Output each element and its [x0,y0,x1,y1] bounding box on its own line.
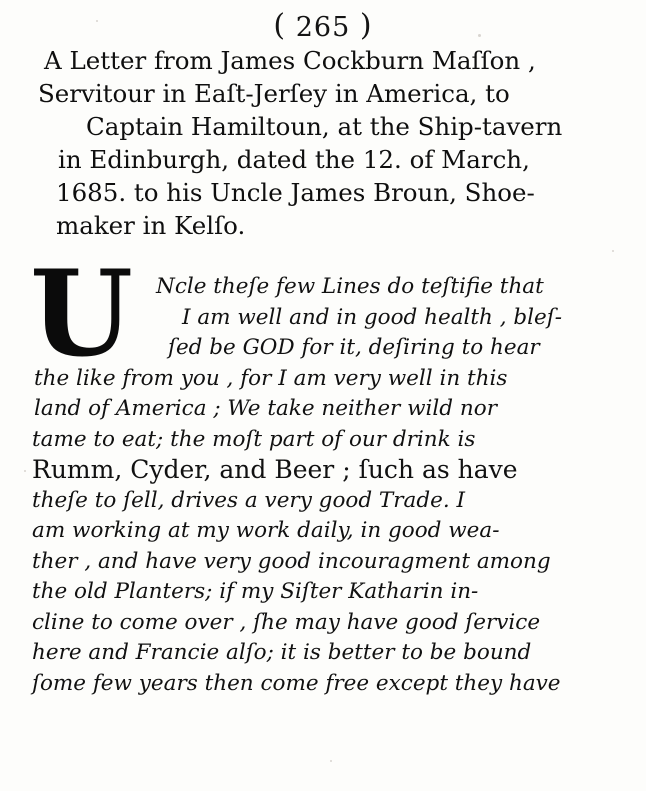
scan-speck [24,470,26,472]
body-line: Ncle theſe few Lines do teſtifie that [156,274,544,299]
body-line: tame to eat; the moſt part of our drink is [32,426,476,452]
body-line: land of America ; We take neither wild nor [34,396,497,421]
heading-line: A Letter from James Cockburn Maſſon , [44,46,536,75]
page-number-left-paren: ( [273,8,287,43]
body-line: ſed be GOD for it, deſiring to hear [168,335,540,360]
body-line: ther , and have very good incouragment among [32,548,551,574]
body-line: cline to come over , ſhe may have good ſervice [32,609,541,635]
heading-line: 1685. to his Uncle James Broun, Shoe- [56,178,535,207]
heading-line: maker in Kelſo. [56,211,246,240]
scan-speck [612,250,614,252]
heading-line: in Edinburgh, dated the 12. of March, [58,145,530,174]
body-line: I am well and in good health , bleſ- [182,304,562,330]
body-line: ſome few years then come free except they have [32,670,561,696]
letter-body [30,272,630,699]
scan-speck [330,760,332,762]
body-line: the like from you , for I am very well in this [34,365,508,391]
body-line: the old Planters; if my Siſter Katharin in- [32,579,479,604]
body-line: here and Francie alſo; it is better to be bound [32,640,532,665]
page-number [0,8,646,43]
drop-cap: U [30,244,131,383]
heading-line: Captain Hamiltoun, at the Ship-tavern [86,112,563,141]
heading-line: Servitour in Eaſt-Jerſey in America, to [38,79,510,108]
body-line: theſe to ſell, drives a very good Trade. I [32,487,466,513]
page-number-right-paren: ) [359,8,373,43]
body-line: Rumm, Cyder, and Beer ; ſuch as have [32,455,518,484]
body-line: am working at my work daily, in good wea- [32,518,500,543]
letter-heading [34,44,624,242]
page-number-value: 265 [295,12,351,43]
